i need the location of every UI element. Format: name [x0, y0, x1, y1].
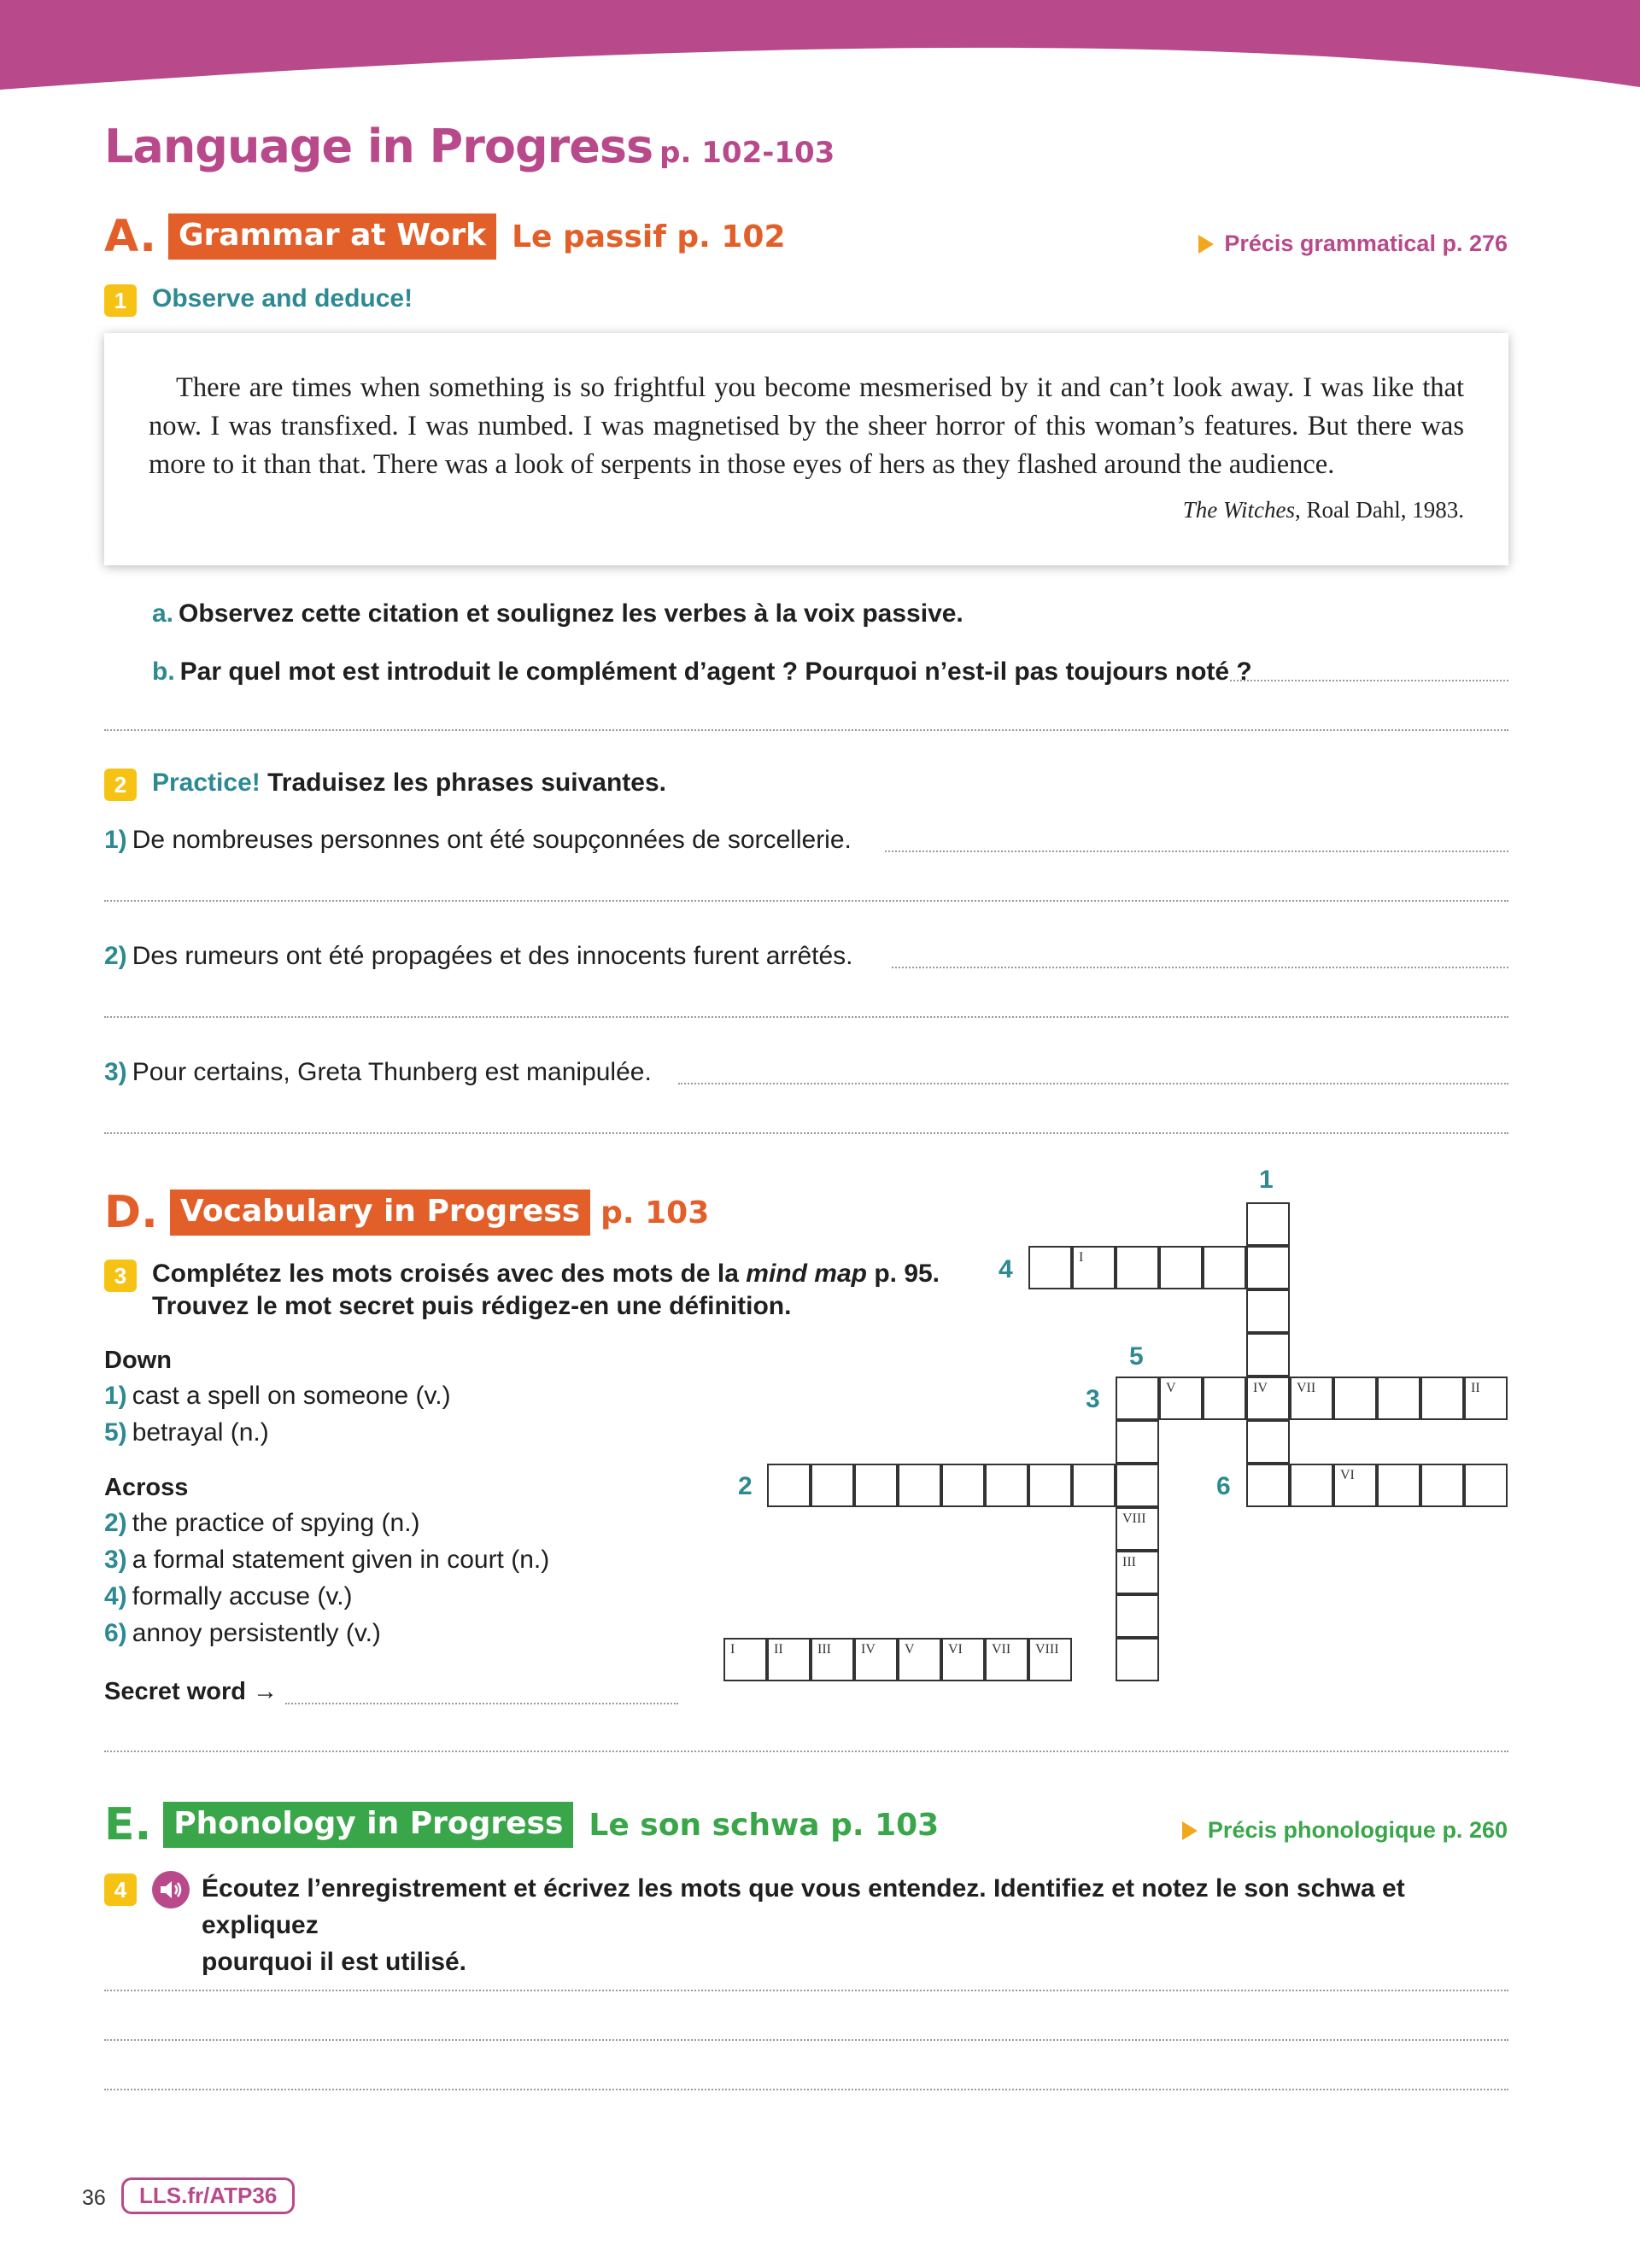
question-b-text: Par quel mot est introduit le complément d’agent ? Pourquoi n’est-il pas toujours noté ? — [179, 658, 1252, 686]
secret-letter-mark: I — [730, 1642, 735, 1657]
speaker-icon — [159, 1879, 183, 1901]
clue-number: 2) — [104, 1509, 127, 1537]
page-title-pages: p. 102-103 — [659, 136, 835, 170]
sentence-1 — [104, 826, 852, 855]
answer-line[interactable] — [104, 2089, 1508, 2090]
secret-letter-mark: IV — [1253, 1381, 1268, 1395]
crossword-cell[interactable] — [1333, 1377, 1377, 1420]
crossword-cell[interactable] — [1377, 1377, 1420, 1420]
secret-word-label: Secret word → — [104, 1678, 278, 1705]
crossword-cell[interactable] — [1464, 1377, 1508, 1420]
answer-line[interactable] — [1230, 680, 1508, 681]
crossword-cell[interactable] — [1246, 1289, 1290, 1333]
secret-letter-mark: V — [1166, 1381, 1176, 1395]
crossword-cell[interactable] — [1028, 1464, 1072, 1507]
clue-text: annoy persistently (v.) — [132, 1619, 381, 1647]
crossword-cell[interactable] — [1116, 1246, 1159, 1289]
page-number: 36 — [82, 2186, 106, 2210]
quote-source — [1183, 497, 1464, 523]
across-title: Across — [104, 1474, 189, 1501]
answer-line[interactable] — [104, 1751, 1508, 1752]
sentence-2 — [104, 942, 853, 971]
crossword-cell[interactable] — [1072, 1464, 1116, 1507]
section-a-box: Grammar at Work — [168, 213, 496, 260]
question-a — [152, 599, 964, 628]
question-a-letter: a. — [152, 599, 174, 628]
quote-source-author: , Roal Dahl, 1983. — [1295, 497, 1464, 523]
section-a-letter: A. — [104, 211, 156, 262]
page-title — [104, 120, 835, 173]
secret-letter-mark: VIII — [1122, 1511, 1146, 1526]
secret-letter-mark: I — [1079, 1250, 1084, 1265]
secret-letter-mark: VI — [1340, 1468, 1355, 1482]
exercise-2-instruction: Traduisez les phrases suivantes. — [267, 769, 666, 797]
exercise-3-instruction — [152, 1260, 940, 1321]
clue-number: 5) — [104, 1418, 127, 1447]
grid-number-4: 4 — [999, 1255, 1013, 1283]
instruction-text: Complétez les mots croisés avec des mots de la — [152, 1260, 747, 1288]
crossword-cell[interactable] — [1203, 1377, 1246, 1420]
section-e-letter: E. — [104, 1799, 152, 1850]
precis-phonologique-link[interactable] — [1182, 1817, 1508, 1844]
secret-letter-mark: IV — [861, 1642, 876, 1657]
crossword-cell[interactable] — [1116, 1420, 1159, 1464]
instruction-line-2: pourquoi il est utilisé. — [202, 1948, 467, 1976]
crossword-cell[interactable] — [1116, 1464, 1159, 1507]
exercise-4-instruction — [202, 1870, 1522, 1980]
clue-number: 3) — [104, 1546, 127, 1574]
question-b-letter: b. — [152, 658, 175, 686]
grid-number-2: 2 — [738, 1472, 753, 1500]
exercise-3-heading — [104, 1260, 940, 1321]
quote-text: There are times when something is so frightful you become mesmerised by it and can’t look away. I was like that now. I was transfixed. I was numbed. I was magnetised by the sheer horror of this woman’s features. But there was more to it than that. There was a look of serpents in those eyes of hers as they flashed around the audience. — [149, 372, 1464, 480]
precis-grammatical-link[interactable] — [1198, 231, 1508, 257]
secret-letter-mark: VIII — [1035, 1642, 1059, 1657]
section-a-heading — [104, 211, 786, 262]
clue-number: 1) — [104, 1382, 127, 1410]
page-title-text: Language in Progress — [104, 120, 653, 173]
header-band — [0, 0, 1640, 94]
grid-number-3: 3 — [1086, 1385, 1100, 1413]
precis-grammatical-label: Précis grammatical p. 276 — [1224, 231, 1508, 256]
sentence-text: Des rumeurs ont été propagées et des innocents furent arrêtés. — [132, 942, 853, 970]
crossword-cell[interactable] — [1246, 1377, 1290, 1420]
sentence-text: Pour certains, Greta Thunberg est manipulée. — [132, 1058, 652, 1086]
crossword-cell[interactable] — [1116, 1638, 1159, 1681]
secret-word-cell[interactable] — [811, 1638, 854, 1681]
section-e-heading — [104, 1799, 939, 1850]
sentence-text: De nombreuses personnes ont été soupçonnées de sorcellerie. — [132, 826, 852, 854]
clue-text: a formal statement given in court (n.) — [132, 1546, 550, 1574]
precis-phonologique-label: Précis phonologique p. 260 — [1207, 1817, 1508, 1843]
down-title: Down — [104, 1347, 172, 1374]
exercise-1-title: Observe and deduce! — [152, 284, 413, 313]
secret-word-cell[interactable] — [723, 1638, 767, 1681]
crossword-cell[interactable] — [1377, 1464, 1420, 1507]
clue-text: betrayal (n.) — [132, 1418, 269, 1447]
down-clue-1 — [104, 1382, 451, 1411]
secret-word-cell[interactable] — [985, 1638, 1028, 1681]
crossword-cell[interactable] — [985, 1464, 1028, 1507]
crossword-cell[interactable] — [854, 1464, 898, 1507]
question-b — [152, 658, 1252, 687]
answer-line[interactable] — [104, 1016, 1508, 1018]
secret-word-cell[interactable] — [1028, 1638, 1072, 1681]
mind-map-term: mind map — [746, 1260, 867, 1288]
exercise-number-badge: 4 — [104, 1873, 137, 1906]
secret-word-cell[interactable] — [941, 1638, 985, 1681]
crossword-cell[interactable] — [1246, 1333, 1290, 1377]
across-clue-6 — [104, 1619, 381, 1648]
crossword-cell[interactable] — [1420, 1377, 1464, 1420]
secret-letter-mark: II — [1471, 1381, 1480, 1395]
crossword-cell[interactable] — [1203, 1246, 1246, 1289]
play-triangle-icon — [1182, 1821, 1198, 1840]
clue-text: cast a spell on someone (v.) — [132, 1382, 451, 1410]
across-clue-3 — [104, 1546, 549, 1575]
secret-word-cell[interactable] — [767, 1638, 811, 1681]
exercise-2-heading — [104, 769, 666, 801]
down-clue-5 — [104, 1418, 269, 1447]
audio-icon[interactable] — [152, 1871, 190, 1909]
crossword-cell[interactable] — [1464, 1464, 1508, 1507]
section-d-letter: D. — [104, 1187, 158, 1238]
play-triangle-icon — [1198, 235, 1214, 254]
grid-number-1: 1 — [1259, 1166, 1274, 1194]
instruction-line-2: Trouvez le mot secret puis rédigez-en une définition. — [152, 1292, 792, 1320]
crossword-cell[interactable] — [1028, 1246, 1072, 1289]
secret-letter-mark: VI — [948, 1642, 963, 1657]
section-d-heading — [104, 1187, 709, 1238]
section-e-box: Phonology in Progress — [163, 1802, 573, 1848]
secret-word-cell[interactable] — [854, 1638, 898, 1681]
crossword-cell[interactable] — [1116, 1507, 1159, 1551]
across-clue-4 — [104, 1582, 353, 1611]
crossword-cell[interactable] — [767, 1464, 811, 1507]
secret-word-cell[interactable] — [898, 1638, 941, 1681]
sentence-number: 1) — [104, 826, 127, 854]
quote-source-title: The Witches — [1182, 497, 1296, 523]
secret-letter-mark: III — [1122, 1555, 1136, 1569]
grid-number-5: 5 — [1129, 1342, 1144, 1371]
section-d-subtitle: p. 103 — [600, 1195, 710, 1230]
clue-number: 6) — [104, 1619, 127, 1647]
instruction-line-1 — [152, 1260, 940, 1288]
sentence-3 — [104, 1058, 652, 1087]
exercise-number-badge: 3 — [104, 1260, 137, 1292]
instruction-text: p. 95. — [866, 1260, 940, 1288]
crossword-cell[interactable] — [941, 1464, 985, 1507]
exercise-number-badge: 1 — [104, 284, 137, 317]
answer-line[interactable] — [104, 1132, 1508, 1134]
crossword-cell[interactable] — [1116, 1551, 1159, 1594]
secret-letter-mark: III — [817, 1642, 831, 1657]
secret-letter-mark: VII — [992, 1642, 1011, 1657]
crossword-cell[interactable] — [1072, 1246, 1116, 1289]
crossword-cell[interactable] — [1246, 1464, 1290, 1507]
crossword-cell[interactable] — [1290, 1377, 1333, 1420]
crossword-cell[interactable] — [1116, 1594, 1159, 1638]
instruction-line-1: Écoutez l’enregistrement et écrivez les mots que vous entendez. Identifiez et notez le son schwa et expliquez — [202, 1874, 1405, 1939]
crossword-cell[interactable] — [811, 1464, 854, 1507]
crossword-cell[interactable] — [1333, 1464, 1377, 1507]
answer-line[interactable] — [892, 967, 1508, 968]
section-e-subtitle: Le son schwa p. 103 — [589, 1807, 940, 1843]
quote-box — [104, 333, 1508, 565]
answer-line[interactable] — [104, 1990, 1508, 1991]
crossword-cell[interactable] — [1420, 1464, 1464, 1507]
exercise-number-badge: 2 — [104, 769, 137, 801]
clue-number: 4) — [104, 1582, 127, 1610]
exercise-2-label: Practice! — [152, 769, 261, 797]
lls-link[interactable]: LLS.fr/ATP36 — [121, 2177, 295, 2214]
sentence-number: 3) — [104, 1058, 127, 1086]
question-a-text: Observez cette citation et soulignez les verbes à la voix passive. — [179, 599, 964, 628]
answer-line[interactable] — [104, 729, 1508, 731]
crossword-cell[interactable] — [1246, 1246, 1290, 1289]
section-d-box: Vocabulary in Progress — [170, 1190, 590, 1236]
secret-letter-mark: II — [774, 1642, 783, 1657]
sentence-number: 2) — [104, 942, 127, 970]
crossword-cell[interactable] — [898, 1464, 941, 1507]
answer-line[interactable] — [104, 2039, 1508, 2041]
clue-text: the practice of spying (n.) — [132, 1509, 420, 1537]
crossword-cell[interactable] — [1116, 1377, 1159, 1420]
exercise-1-heading — [104, 284, 413, 317]
crossword-cell[interactable] — [1159, 1246, 1203, 1289]
crossword-cell[interactable] — [1290, 1464, 1333, 1507]
secret-letter-mark: V — [905, 1642, 915, 1657]
crossword-cell[interactable] — [1246, 1202, 1290, 1246]
grid-number-6: 6 — [1216, 1472, 1231, 1500]
section-a-subtitle: Le passif p. 102 — [512, 219, 786, 254]
answer-line[interactable] — [885, 850, 1508, 852]
answer-line[interactable] — [104, 900, 1508, 902]
exercise-4-heading — [104, 1873, 1522, 1980]
crossword-cell[interactable] — [1246, 1420, 1290, 1464]
answer-line[interactable] — [678, 1083, 1508, 1084]
secret-letter-mark: VII — [1297, 1381, 1316, 1395]
clue-text: formally accuse (v.) — [132, 1582, 353, 1610]
secret-word-line[interactable] — [285, 1703, 678, 1704]
crossword-cell[interactable] — [1159, 1377, 1203, 1420]
across-clue-2 — [104, 1509, 420, 1538]
